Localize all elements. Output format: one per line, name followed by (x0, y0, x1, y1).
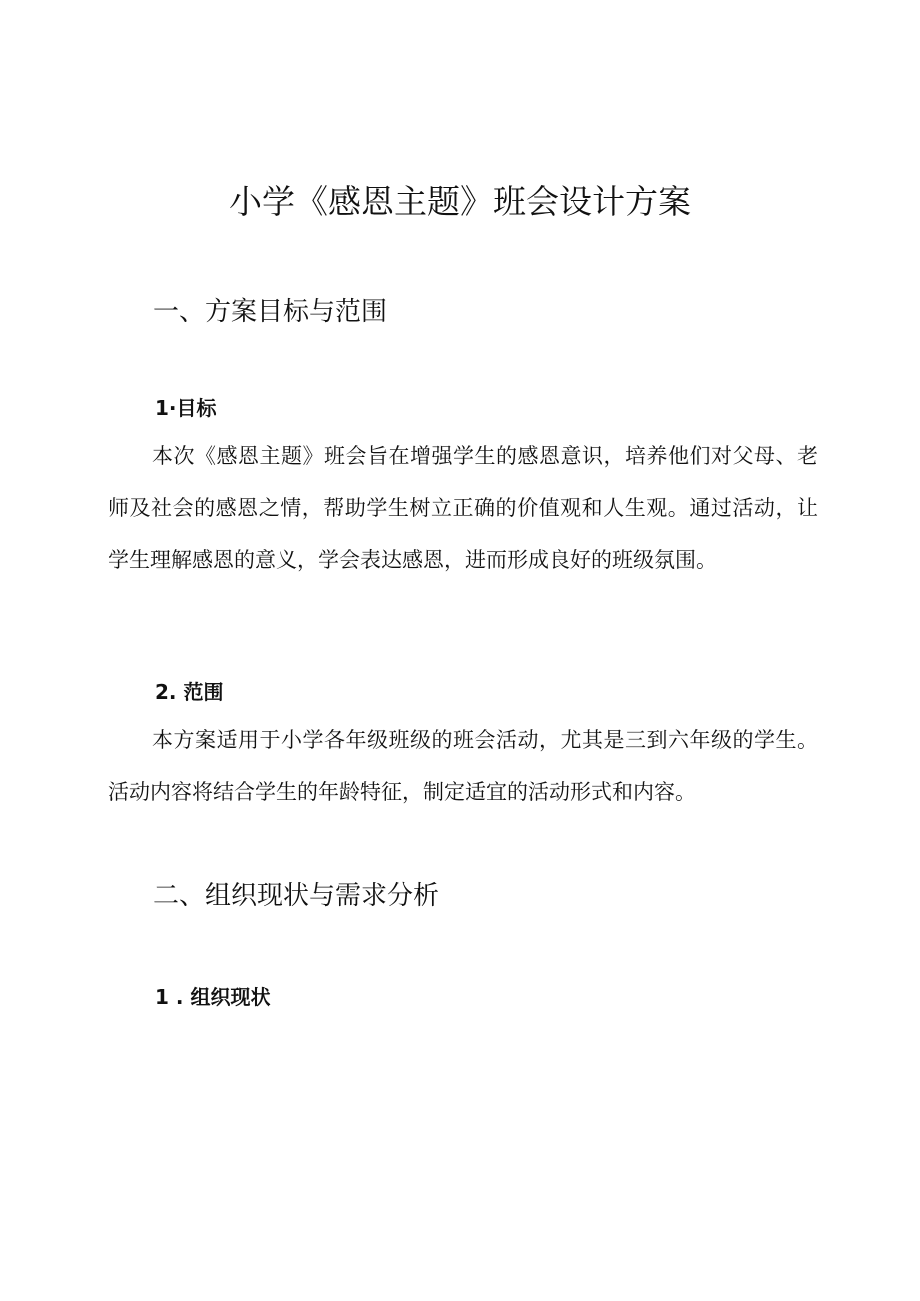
section-heading-goals-scope: 一、方案目标与范围 (153, 297, 388, 327)
subsection-heading-org-status: 1 . 组织现状 (155, 985, 271, 1009)
paragraph-goals: 本次《感恩主题》班会旨在增强学生的感恩意识，培养他们对父母、老师及社会的感恩之情，帮助学生树立正确的价值观和人生观。通过活动，让学生理解感恩的意义，学会表达感恩，进而形成良好的班级氛围。 (108, 444, 818, 572)
document-title: 小学《感恩主题》班会设计方案 (229, 182, 691, 221)
subsection-heading-goals: 1·目标 (155, 396, 217, 420)
section-heading-status-needs: 二、组织现状与需求分析 (153, 881, 440, 911)
paragraph-scope: 本方案适用于小学各年级班级的班会活动，尤其是三到六年级的学生。活动内容将结合学生的年龄特征，制定适宜的活动形式和内容。 (108, 728, 818, 804)
subsection-heading-scope: 2. 范围 (155, 680, 224, 704)
